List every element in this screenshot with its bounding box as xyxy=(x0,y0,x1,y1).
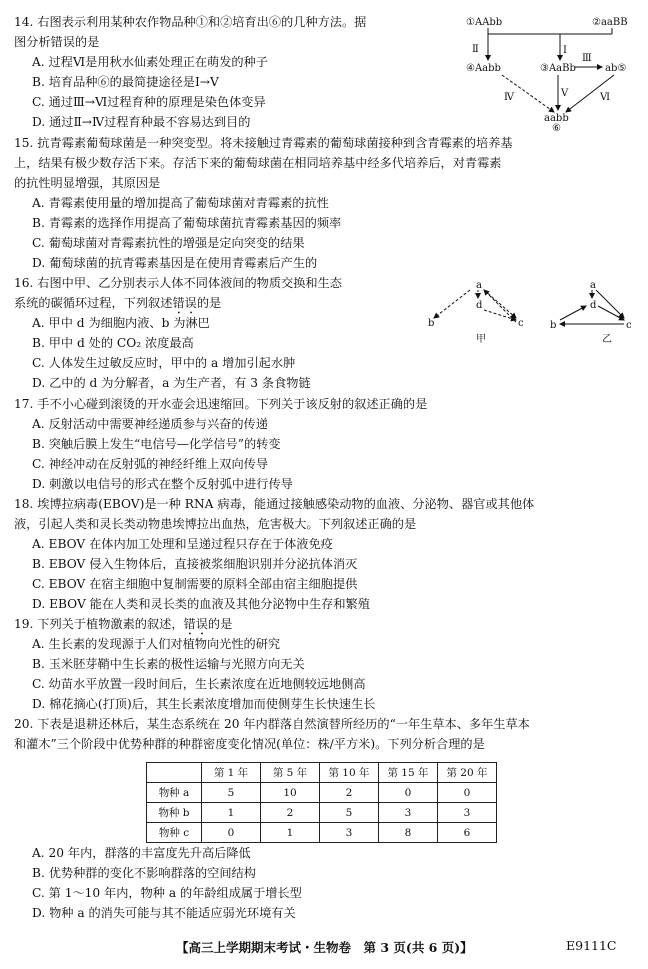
q17-option-b: B. 突触后膜上发生“电信号—化学信号”的转变 xyxy=(32,437,281,451)
yi-label: 乙 xyxy=(602,334,612,345)
page-footer-code: E9111C xyxy=(566,938,617,953)
node-2: ②aaBB xyxy=(592,17,628,28)
q15-stem-line1: 15. 抗青霉素葡萄球菌是一种突变型。将未接触过青霉素的葡萄球菌接种到含青霉素的培养基 xyxy=(14,136,513,150)
q17-option-c: C. 神经冲动在反射弧的神经纤维上双向传导 xyxy=(32,457,269,471)
q18-stem-line2: 液，引起人类和灵长类动物患埃博拉出血热，危害极大。下列叙述正确的是 xyxy=(14,517,417,531)
q18-option-d: D. EBOV 能在人类和灵长类的血液及其他分泌物中生存和繁殖 xyxy=(32,597,370,611)
q14-stem-line1: 14. 右图表示利用某种农作物品种①和②培育出⑥的几种方法。据 xyxy=(14,15,367,29)
q16-stem-line2 xyxy=(14,293,221,313)
node-6: ⑥ xyxy=(552,123,561,133)
table-cell: 8 xyxy=(379,823,438,843)
q16-option-a: A. 甲中 d 为细胞内液、b 为淋巴 xyxy=(32,316,210,330)
table-cell: 物种 a xyxy=(147,783,202,803)
q16-stem-part3: 的是 xyxy=(196,296,222,310)
q17-option-d: D. 刺激以电信号的形式在整个反射弧中进行传导 xyxy=(32,477,293,491)
node-3: ③AaBb xyxy=(540,63,576,74)
q14-option-a: A. 过程Ⅵ是用秋水仙素处理正在萌发的种子 xyxy=(32,55,268,69)
table-cell: 1 xyxy=(261,823,320,843)
route-6-label: Ⅵ xyxy=(600,92,611,103)
q15-option-c: C. 葡萄球菌对青霉素抗性的增强是定向突变的结果 xyxy=(32,236,305,250)
route-4-label: Ⅳ xyxy=(504,92,514,103)
q19-stem-emphasis: 错误 xyxy=(183,617,208,631)
q20-stem-line2: 和灌木”三个阶段中优势种群的种群密度变化情况(单位：株/平方米)。下列分析合理的是 xyxy=(14,737,485,751)
q15-option-b: B. 青霉素的选择作用提高了葡萄球菌抗青霉素基因的频率 xyxy=(32,216,342,230)
table-cell: 3 xyxy=(320,823,379,843)
q17-stem: 17. 手不小心碰到滚烫的开水壶会迅速缩回。下列关于该反射的叙述正确的是 xyxy=(14,397,428,411)
q15-option-d: D. 葡萄球菌的抗青霉素基因是在使用青霉素后产生的 xyxy=(32,256,318,270)
table-cell: 物种 c xyxy=(147,823,202,843)
route-1-label: Ⅰ xyxy=(563,45,567,56)
table-header-cell: 第 5 年 xyxy=(261,763,320,783)
q14-option-c: C. 通过Ⅲ→Ⅵ过程育种的原理是染色体变异 xyxy=(32,95,266,109)
yi-node-d: d xyxy=(590,300,597,311)
q18-option-a: A. EBOV 在体内加工处理和呈递过程只存在于体液免疫 xyxy=(32,537,333,551)
jia-label: 甲 xyxy=(476,334,486,345)
table-header-cell: 第 10 年 xyxy=(320,763,379,783)
q20-stem-line1: 20. 下表是退耕还林后，某生态系统在 20 年内群落自然演替所经历的“一年生草本、多年生草本 xyxy=(14,717,530,731)
q19-option-c: C. 幼苗水平放置一段时间后，生长素浓度在近地侧较远地侧高 xyxy=(32,677,366,691)
q14-stem-line2: 图分析错误的是 xyxy=(14,35,100,49)
q18-option-b: B. EBOV 侵入生物体后，直接被浆细胞识别并分泌抗体消灭 xyxy=(32,557,358,571)
q19-option-b: B. 玉米胚芽鞘中生长素的极性运输与光照方向无关 xyxy=(32,657,305,671)
q14-breeding-diagram xyxy=(462,8,642,133)
table-cell: 5 xyxy=(202,783,261,803)
table-cell: 1 xyxy=(202,803,261,823)
table-cell: 10 xyxy=(261,783,320,803)
q16-diagrams xyxy=(420,276,642,348)
q20-density-table xyxy=(146,762,497,843)
table-cell: 物种 b xyxy=(147,803,202,823)
table-cell: 3 xyxy=(438,803,497,823)
jia-node-c: c xyxy=(518,318,524,329)
node-1: ①AAbb xyxy=(466,17,503,28)
node-6-genotype: aabb xyxy=(544,113,569,124)
q20-option-d: D. 物种 a 的消失可能与其不能适应弱光环境有关 xyxy=(32,906,296,920)
table-header-cell xyxy=(147,763,202,783)
q20-option-b: B. 优势种群的变化不影响群落的空间结构 xyxy=(32,866,256,880)
jia-node-b: b xyxy=(428,318,435,329)
page-footer-title: 【高三上学期期末考试・生物卷 第 3 页(共 6 页)】 xyxy=(176,940,473,955)
q20-option-a: A. 20 年内，群落的丰富度先升高后降低 xyxy=(32,846,251,860)
q20-option-c: C. 第 1～10 年内，物种 a 的年龄组成属于增长型 xyxy=(32,886,302,900)
q19-stem-part1: 19. 下列关于植物激素的叙述， xyxy=(14,617,184,631)
table-cell: 2 xyxy=(320,783,379,803)
node-4: ④Aabb xyxy=(466,63,501,74)
q15-option-a: A. 青霉素使用量的增加提高了葡萄球菌对青霉素的抗性 xyxy=(32,196,329,210)
q18-option-c: C. EBOV 在宿主细胞中复制需要的原料全部由宿主细胞提供 xyxy=(32,577,358,591)
route-5-label: Ⅴ xyxy=(561,88,569,99)
table-row xyxy=(147,803,497,823)
q16-option-b: B. 甲中 d 处的 CO₂ 浓度最高 xyxy=(32,336,194,350)
table-cell: 6 xyxy=(438,823,497,843)
q16-stem-emphasis: 错误 xyxy=(172,296,197,310)
jia-node-d: d xyxy=(476,300,483,311)
table-cell: 3 xyxy=(379,803,438,823)
yi-node-c: c xyxy=(626,320,632,331)
route-2-label: Ⅱ xyxy=(472,44,479,55)
table-header-cell: 第 20 年 xyxy=(438,763,497,783)
q19-stem xyxy=(14,614,232,634)
route-3-label: Ⅲ xyxy=(582,53,592,64)
jia-node-a: a xyxy=(476,280,482,291)
table-cell: 0 xyxy=(379,783,438,803)
table-header-cell: 第 1 年 xyxy=(202,763,261,783)
node-5: ab⑤ xyxy=(605,63,627,74)
q14-option-b: B. 培育品种⑥的最简捷途径是Ⅰ→Ⅴ xyxy=(32,75,219,89)
q15-stem-line2: 上，结果有极少数存活下来。存活下来的葡萄球菌在相同培养基中经多代培养后，对青霉素 xyxy=(14,156,502,170)
table-cell: 0 xyxy=(202,823,261,843)
table-row xyxy=(147,823,497,843)
yi-node-b: b xyxy=(550,320,557,331)
table-cell: 0 xyxy=(438,783,497,803)
q15-stem-line3: 的抗性明显增强，其原因是 xyxy=(14,176,161,190)
diagram-jia xyxy=(428,280,524,345)
table-row xyxy=(147,783,497,803)
q17-option-a: A. 反射活动中需要神经递质参与兴奋的传递 xyxy=(32,417,268,431)
q19-option-a: A. 生长素的发现源于人们对植物向光性的研究 xyxy=(32,637,281,651)
diagram-yi xyxy=(550,280,632,345)
yi-node-a: a xyxy=(590,280,596,291)
table-cell: 5 xyxy=(320,803,379,823)
q16-option-d: D. 乙中的 d 为分解者，a 为生产者，有 3 条食物链 xyxy=(32,376,311,390)
q18-stem-line1: 18. 埃博拉病毒(EBOV)是一种 RNA 病毒，能通过接触感染动物的血液、分泌物、器官或其他体 xyxy=(14,497,535,511)
table-cell: 2 xyxy=(261,803,320,823)
q16-stem-line1: 16. 右图中甲、乙分别表示人体不同体液间的物质交换和生态 xyxy=(14,276,342,290)
q16-stem-part1: 系统的碳循环过程，下列叙述 xyxy=(14,296,173,310)
q14-option-d: D. 通过Ⅱ→Ⅳ过程育种最不容易达到目的 xyxy=(32,115,251,129)
q19-stem-part3: 的是 xyxy=(207,617,233,631)
table-header-row xyxy=(147,763,497,783)
table-header-cell: 第 15 年 xyxy=(379,763,438,783)
q16-option-c: C. 人体发生过敏反应时，甲中的 a 增加引起水肿 xyxy=(32,356,296,370)
q19-option-d: D. 棉花摘心(打顶)后，其生长素浓度增加而使侧芽生长快速生长 xyxy=(32,697,376,711)
